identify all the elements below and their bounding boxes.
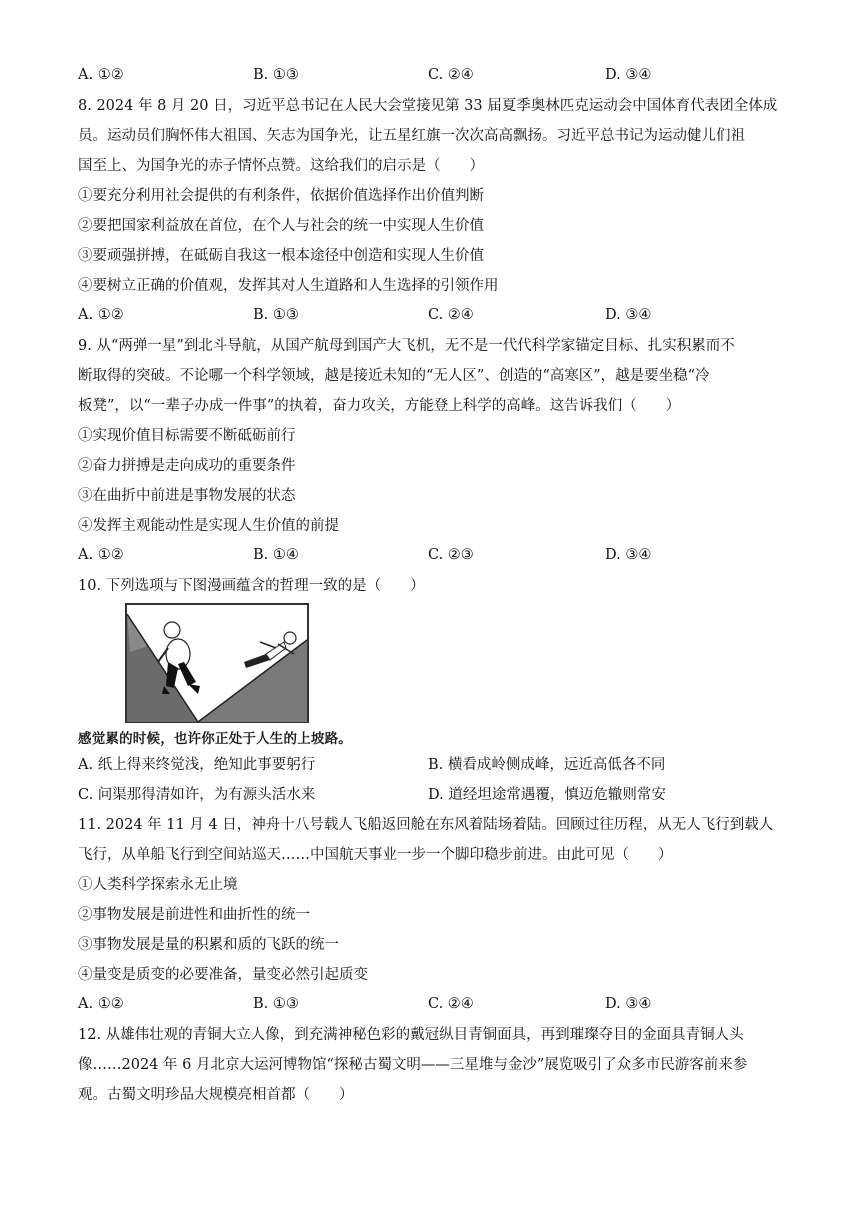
q8-option-c: C. ②④ [428, 307, 474, 323]
q8-item-4: ④要树立正确的价值观，发挥其对人生道路和人生选择的引领作用 [78, 278, 499, 294]
q10-options-row-1 [78, 755, 778, 775]
q9-option-c: C. ②③ [428, 547, 474, 563]
cartoon-caption: 感觉累的时候，也许你正处于人生的上坡路。 [78, 731, 352, 747]
q8-options [78, 305, 778, 325]
q7-option-c: C. ②④ [428, 67, 474, 83]
q12-stem-line-2: 像……2024 年 6 月北京大运河博物馆“探秘古蜀文明——三星堆与金沙”展览吸引了众多市民游客前来参 [78, 1057, 748, 1073]
q12-stem-line-3: 观。古蜀文明珍品大规模亮相首都（ ） [78, 1087, 354, 1103]
q8-stem-line-1: 8. 2024 年 8 月 20 日，习近平总书记在人民大会堂接见第 33 届夏季奥林匹克运动会中国体育代表团全体成 [78, 98, 778, 114]
q9-item-4: ④发挥主观能动性是实现人生价值的前提 [78, 518, 339, 534]
q11-item-1: ①人类科学探索永无止境 [78, 877, 238, 893]
q8-item-3: ③要顽强拼搏，在砥砺自我这一根本途径中创造和实现人生价值 [78, 248, 484, 264]
q11-item-4: ④量变是质变的必要准备，量变必然引起质变 [78, 967, 368, 983]
q10-option-c: C. 问渠那得清如许，为有源头活水来 [78, 787, 316, 803]
q9-option-a: A. ①② [78, 547, 124, 563]
q10-option-a: A. 纸上得来终觉浅，绝知此事要躬行 [78, 757, 316, 773]
q10-option-d: D. 道经坦途常遇覆，慎迈危辙则常安 [428, 787, 666, 803]
q7-options [78, 65, 778, 85]
q9-item-1: ①实现价值目标需要不断砥砺前行 [78, 428, 296, 444]
q9-stem-line-2: 断取得的突破。不论哪一个科学领域，越是接近未知的“无人区”、创造的“高寒区”，越是要坐稳“冷 [78, 368, 710, 384]
q8-item-1: ①要充分利用社会提供的有利条件，依据价值选择作出价值判断 [78, 188, 484, 204]
q7-option-b: B. ①③ [253, 67, 299, 83]
q8-stem-line-3: 国至上、为国争光的赤子情怀点赞。这给我们的启示是（ ） [78, 158, 484, 174]
q11-item-2: ②事物发展是前进性和曲折性的统一 [78, 907, 310, 923]
q11-option-a: A. ①② [78, 996, 124, 1012]
q8-option-d: D. ③④ [605, 307, 652, 323]
q9-stem-line-1: 9. 从“两弹一星”到北斗导航，从国产航母到国产大飞机，无不是一代代科学家锚定目标、扎实积累而不 [78, 338, 735, 354]
q11-option-c: C. ②④ [428, 996, 474, 1012]
q8-option-a: A. ①② [78, 307, 124, 323]
q10-stem: 10. 下列选项与下图漫画蕴含的哲理一致的是（ ） [78, 578, 425, 594]
q11-item-3: ③事物发展是量的积累和质的飞跃的统一 [78, 937, 339, 953]
q8-stem-line-2: 员。运动员们胸怀伟大祖国、矢志为国争光，让五星红旗一次次高高飘扬。习近平总书记为运动健儿们祖 [78, 128, 745, 144]
q11-options [78, 994, 778, 1014]
q9-item-2: ②奋力拼搏是走向成功的重要条件 [78, 458, 296, 474]
q8-item-2: ②要把国家利益放在首位，在个人与社会的统一中实现人生价值 [78, 218, 484, 234]
q9-stem-line-3: 板凳”，以“一辈子办成一件事”的执着，奋力攻关，方能登上科学的高峰。这告诉我们（ ） [78, 398, 681, 414]
q11-option-d: D. ③④ [605, 996, 652, 1012]
q11-stem-line-2: 飞行，从单船飞行到空间站巡天……中国航天事业一步一个脚印稳步前进。由此可见（ ） [78, 847, 673, 863]
q7-option-a: A. ①② [78, 67, 124, 83]
q9-option-b: B. ①④ [253, 547, 299, 563]
q11-option-b: B. ①③ [253, 996, 299, 1012]
q8-option-b: B. ①③ [253, 307, 299, 323]
q9-option-d: D. ③④ [605, 547, 652, 563]
q9-item-3: ③在曲折中前进是事物发展的状态 [78, 488, 296, 504]
q11-stem-line-1: 11. 2024 年 11 月 4 日，神舟十八号载人飞船返回舱在东风着陆场着陆。回顾过往历程，从无人飞行到载人 [78, 817, 774, 833]
q9-options [78, 545, 778, 565]
q10-options-row-2 [78, 785, 778, 805]
q10-option-b: B. 横看成岭侧成峰，远近高低各不同 [428, 757, 666, 773]
q7-option-d: D. ③④ [605, 67, 652, 83]
q12-stem-line-1: 12. 从雄伟壮观的青铜大立人像，到充满神秘色彩的戴冠纵目青铜面具，再到璀璨夺目的金面具青铜人头 [78, 1027, 744, 1043]
